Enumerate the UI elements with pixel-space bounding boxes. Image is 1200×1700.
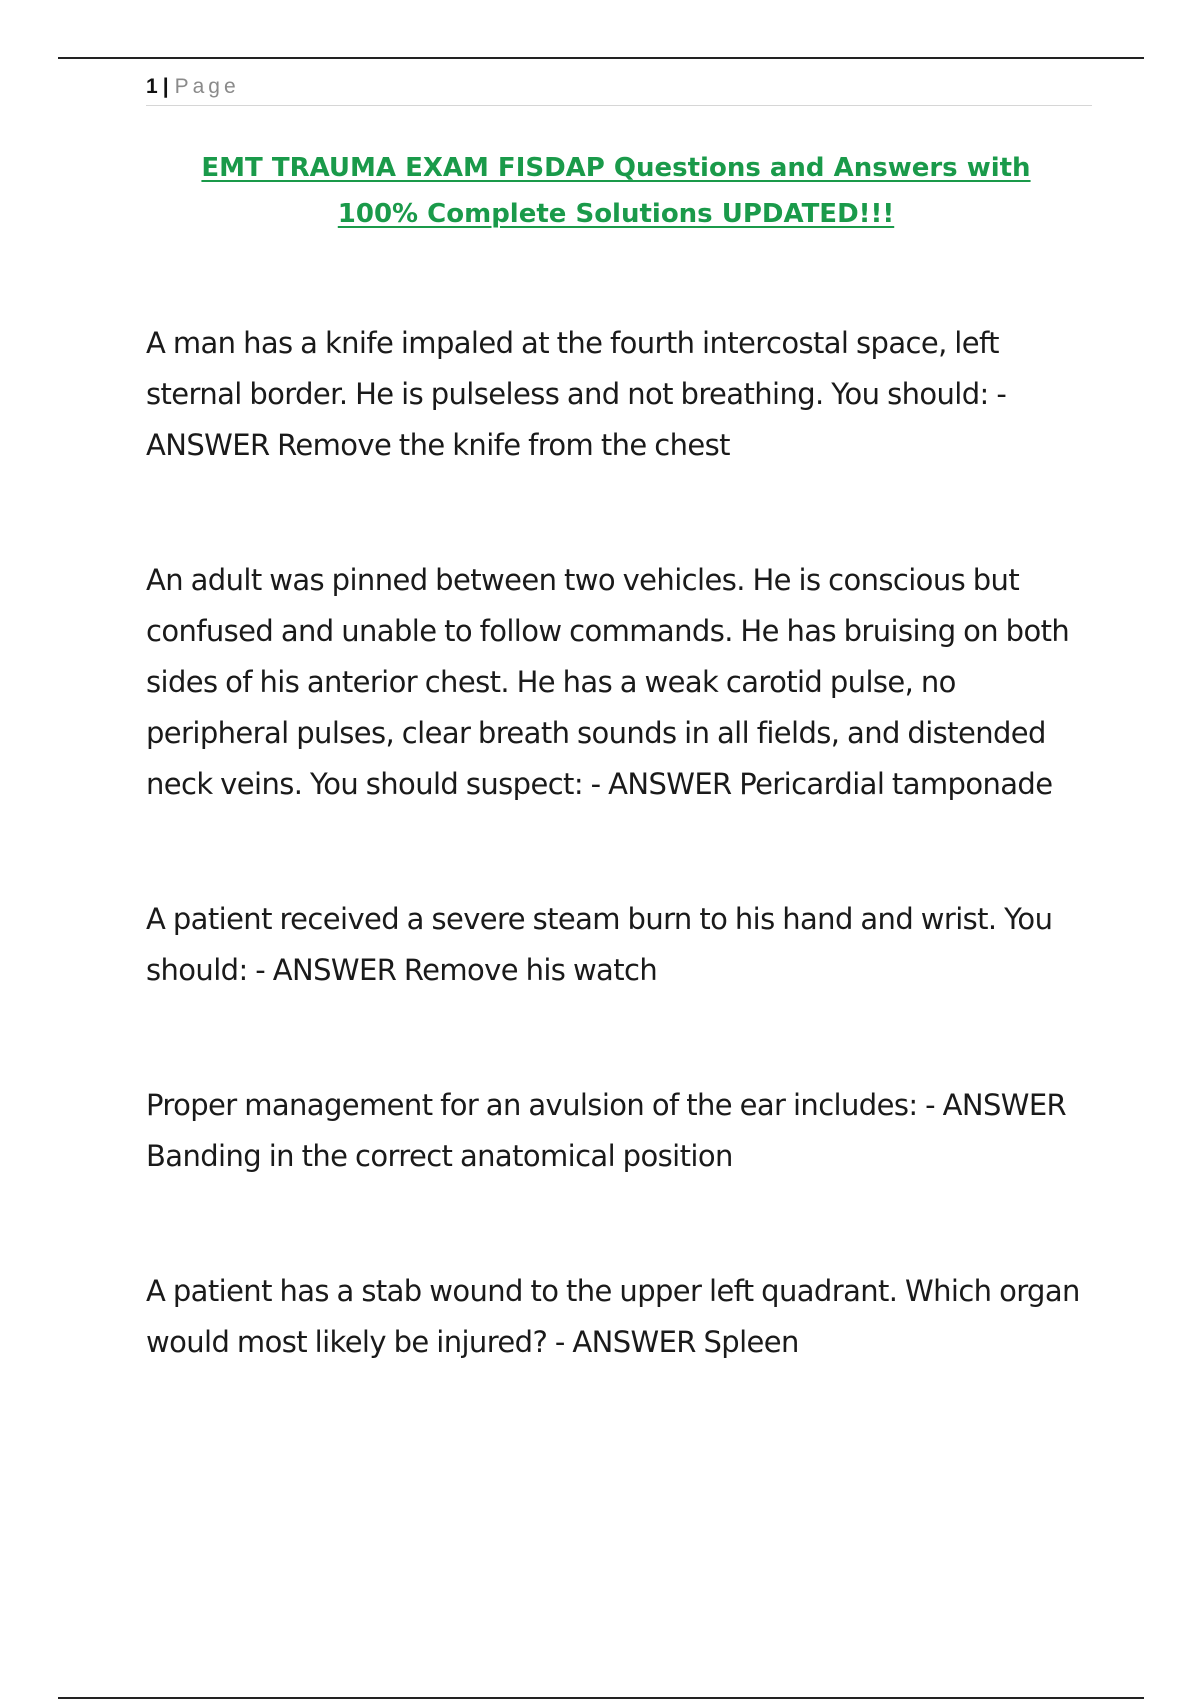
qa-item	[146, 1266, 1096, 1368]
qa-item	[146, 555, 1096, 810]
qa-item	[146, 894, 1096, 996]
page-header	[146, 73, 1092, 106]
page-separator: |	[162, 75, 171, 98]
bottom-rule	[58, 1697, 1144, 1699]
question-text: An adult was pinned between two vehicles. He is conscious but confused and unable to follow commands. He has bruising on both sides of his anterior chest. He has a weak carotid pulse, no peripheral pulses, clear breath sounds in all fields, and distended neck veins. You should suspect: -	[146, 563, 1070, 801]
title-line-2: 100% Complete Solutions UPDATED!!!	[337, 199, 895, 229]
question-text: Proper management for an avulsion of the ear includes: -	[146, 1088, 935, 1122]
page-number: 1	[146, 75, 160, 98]
question-text: A man has a knife impaled at the fourth intercostal space, left sternal border. He is pulseless and not breathing. You should: -	[146, 326, 1007, 411]
answer-text: ANSWER Pericardial tamponade	[608, 767, 1053, 801]
page-word: Page	[174, 75, 240, 98]
top-rule	[58, 57, 1144, 59]
answer-text: ANSWER Spleen	[572, 1325, 799, 1359]
question-text: A patient has a stab wound to the upper left quadrant. Which organ would most likely be injured? -	[146, 1274, 1080, 1359]
qa-item	[146, 1080, 1096, 1182]
qa-list	[146, 318, 1096, 1452]
answer-text: ANSWER Remove his watch	[272, 953, 658, 987]
answer-text: ANSWER Banding in the correct anatomical position	[146, 1088, 1067, 1173]
answer-text: ANSWER Remove the knife from the chest	[146, 428, 730, 462]
qa-item	[146, 318, 1096, 471]
question-text: A patient received a severe steam burn to his hand and wrist. You should: -	[146, 902, 1053, 987]
title-line-1: EMT TRAUMA EXAM FISDAP Questions and Answers with	[201, 153, 1031, 183]
document-title	[140, 145, 1092, 237]
